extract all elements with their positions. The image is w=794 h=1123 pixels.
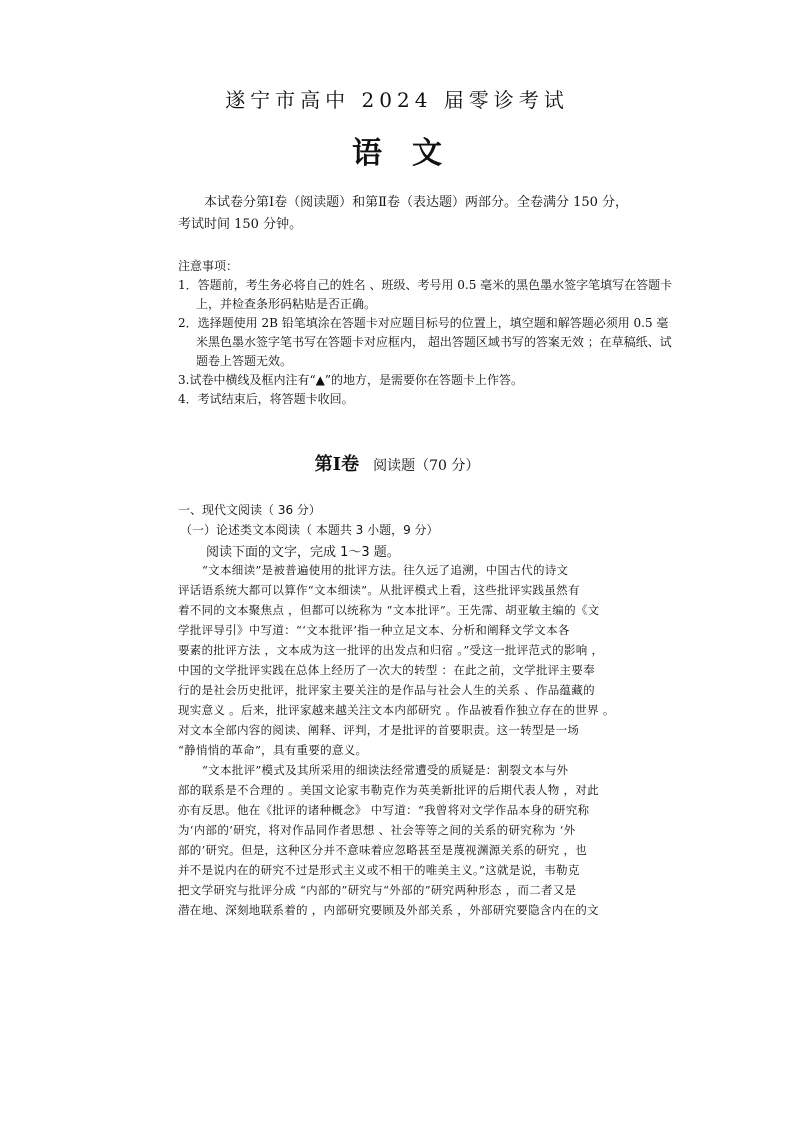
passage-line: 着不同的文本聚焦点 ，但都可以统称为 “文本批评”。王先霈、胡亚敏主编的《文 bbox=[178, 603, 600, 617]
passage-line: 要素的批评方法 ，文本成为这一批评的出发点和归宿 。”受这一批评范式的影响 ， bbox=[178, 643, 604, 657]
section-heading: 一、现代文阅读（ 36 分） bbox=[178, 503, 321, 517]
notice-line: 4．考试结束后，将答题卡收回。 bbox=[178, 392, 354, 406]
passage-line: 部的联系是不合理的 。美国文论家韦勒克作为英美新批评的后期代表人物 ，对此 bbox=[178, 783, 599, 797]
passage-line: 对文本全部内容的阅读、阐释、评判，才是批评的首要职责。这一转型是一场 bbox=[178, 723, 580, 737]
reading-instruction: 阅读下面的文字，完成 1～3 题。 bbox=[206, 545, 400, 560]
passage-line: 并不是说内在的研究不过是形式主义或不相干的唯美主义。”这就是说，韦勒克 bbox=[178, 863, 580, 877]
passage-line: 潜在地、深刻地联系着的 ，内部研究要顾及外部关系 ，外部研究要隐含内在的文 bbox=[178, 903, 599, 917]
part-title bbox=[0, 450, 794, 476]
notice-line: 米黑色墨水签字笔书写在答题卡对应框内， 超出答题区域书写的答案无效 ；在草稿纸、试 bbox=[196, 335, 672, 349]
intro-line-2: 考试时间 150 分钟。 bbox=[178, 217, 303, 232]
notice-line: 1．答题前，考生务必将自己的姓名 、班级、考号用 0.5 毫米的黑色墨水签字笔填写在答题卡 bbox=[178, 278, 673, 292]
passage-line: “文本细读”是被普遍使用的批评方法。往久远了追溯，中国古代的诗文 bbox=[202, 563, 569, 577]
passage-line: “文本批评”模式及其所采用的细读法经常遭受的质疑是：割裂文本与外 bbox=[202, 763, 569, 777]
passage-line: “静悄悄的革命”，具有重要的意义。 bbox=[178, 743, 368, 757]
passage-line: 为‘内部的’研究，将对作品同作者思想 、社会等等之间的关系的研究称为 ‘外 bbox=[178, 823, 576, 837]
part-label: 第Ⅰ卷 bbox=[314, 454, 360, 475]
subsection-heading: （一）论述类文本阅读（ 本题共 3 小题，9 分） bbox=[180, 523, 439, 537]
exam-title: 遂宁市高中 2024 届零诊考试 bbox=[225, 88, 569, 112]
notice-line: 3.试卷中横线及框内注有“▲”的地方，是需要你在答题卡上作答。 bbox=[178, 373, 523, 387]
passage-line: 中国的文学批评实践在总体上经历了一次大的转型 ：在此之前，文学批评主要奉 bbox=[178, 663, 595, 677]
notice-line: 上，并检查条形码粘贴是否正确。 bbox=[196, 297, 377, 311]
notice-line: 题卷上答题无效。 bbox=[196, 354, 293, 368]
passage-line: 现实意义 。后来，批评家越来越关注文本内部研究 。作品被看作独立存在的世界 。 bbox=[178, 703, 615, 717]
passage-line: 部的’研究。但是，这种区分并不意味着应忽略甚至是蔑视渊源关系的研究 ，也 bbox=[178, 843, 588, 857]
intro-line-1: 本试卷分第Ⅰ卷（阅读题）和第Ⅱ卷（表达题）两部分。全卷满分 150 分， bbox=[204, 195, 629, 210]
subject-title: 语文 bbox=[352, 136, 472, 171]
passage-line: 评话语系统大都可以算作“文本细读”。从批评模式上看，这些批评实践虽然有 bbox=[178, 583, 580, 597]
notice-heading: 注意事项： bbox=[178, 259, 239, 273]
notice-line: 2．选择题使用 2B 铅笔填涂在答题卡对应题目标号的位置上，填空题和解答题必须用 0.5 毫 bbox=[178, 316, 669, 330]
passage-line: 把文学研究与批评分成 “内部的”研究与“外部的”研究两种形态 ，而二者又是 bbox=[178, 883, 577, 897]
part-subtitle: 阅读题（70 分） bbox=[373, 458, 480, 474]
passage-line: 亦有反思。他在《批评的诸种概念》 中写道：“我曾将对文学作品本身的研究称 bbox=[178, 803, 590, 817]
passage-line: 行的是社会历史批评，批评家主要关注的是作品与社会人生的关系 、作品蕴藏的 bbox=[178, 683, 595, 697]
passage-line: 学批评导引》中写道：“‘文本批评’指一种立足文本、分析和阐释文学文本各 bbox=[178, 623, 570, 637]
